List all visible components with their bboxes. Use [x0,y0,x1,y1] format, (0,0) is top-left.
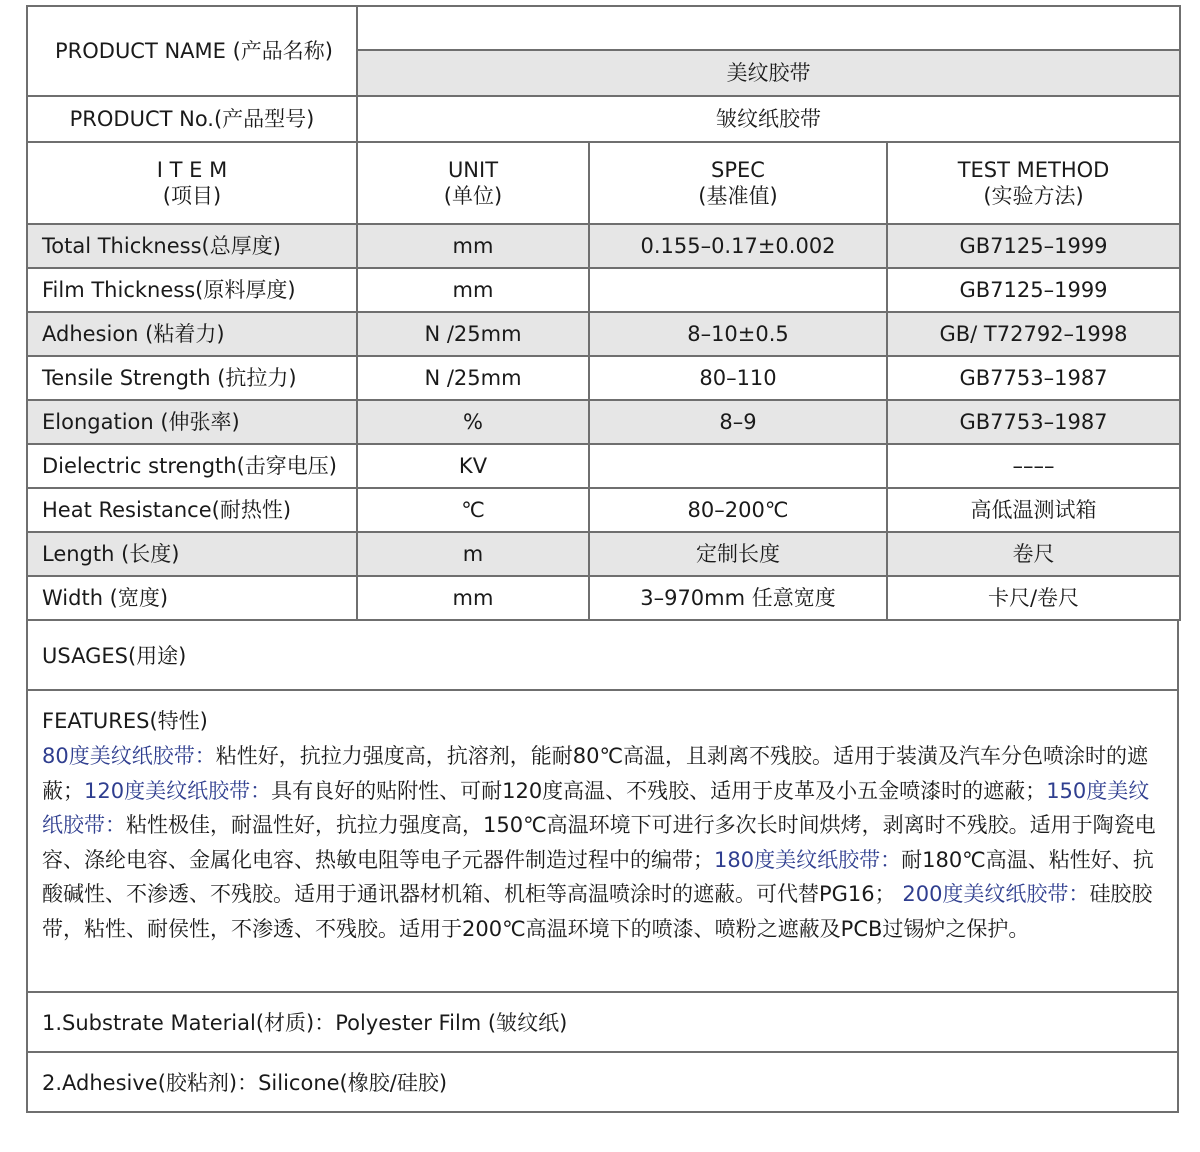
feature-text-80: 粘性好，抗拉力强度高，抗溶剂，能耐80℃高温，且剥离不残胶。适用于装潢及汽车分色喷涂时的遮蔽； [42,744,1149,803]
feature-label-120: 120度美纹纸胶带： [84,778,272,803]
product-no-value: 皱纹纸胶带 [357,96,1180,142]
header-method-cn: (实验方法) [983,184,1084,208]
row-unit: N /25mm [357,312,589,356]
row-method: 卷尺 [887,532,1180,576]
feature-text-120: 具有良好的贴附性、可耐120度高温、不残胶、适用于皮革及小五金喷漆时的遮蔽； [271,778,1047,803]
spec-table [26,5,1181,621]
row-method: GB/ T72792–1998 [887,312,1180,356]
product-name-value: 美纹胶带 [357,50,1180,96]
row-unit: N /25mm [357,356,589,400]
feature-label-150: 150度美纹纸胶带： [42,778,1150,837]
row-item: Elongation (伸张率) [27,400,357,444]
row-spec [589,444,887,488]
product-no-label: PRODUCT No.(产品型号) [27,96,357,142]
row-method: 高低温测试箱 [887,488,1180,532]
table-row [27,268,1180,312]
table-row [27,444,1180,488]
row-unit: ℃ [357,488,589,532]
spec-sheet [26,5,1179,1113]
row-spec: 80–110 [589,356,887,400]
row-unit: KV [357,444,589,488]
features-title: FEATURES(特性) [42,709,208,733]
header-unit-cn: (单位) [443,184,503,208]
header-item-en: I T E M [156,157,228,182]
table-row [27,488,1180,532]
header-method [887,142,1180,224]
substrate-material-section [26,993,1179,1053]
usages-section [26,621,1179,691]
row-unit: mm [357,576,589,620]
header-item-cn: (项目) [162,184,222,208]
table-row [27,224,1180,268]
feature-text-200: 硅胶胶带，粘性、耐侯性，不渗透、不残胶。适用于200℃高温环境下的喷漆、喷粉之遮蔽及PCB过锡炉之保护。 [42,882,1153,941]
header-spec-en: SPEC [711,157,765,182]
row-spec: 0.155–0.17±0.002 [589,224,887,268]
table-row [27,356,1180,400]
row-spec: 3–970mm 任意宽度 [589,576,887,620]
feature-text-150: 粘性极佳，耐温性好，抗拉力强度高，150℃高温环境下可进行多次长时间烘烤，剥离时不残胶。适用于陶瓷电容、涤纶电容、金属化电容、热敏电阻等电子元器件制造过程中的编带； [42,813,1156,872]
feature-label-80: 80度美纹纸胶带： [42,744,216,768]
table-row [27,312,1180,356]
header-unit-en: UNIT [447,157,499,182]
features-section [26,691,1179,993]
row-item: Total Thickness(总厚度) [27,224,357,268]
row-method: 卡尺/卷尺 [887,576,1180,620]
row-method: GB7753–1987 [887,400,1180,444]
substrate-material-text: 1.Substrate Material(材质)：Polyester Film (皱纹纸) [42,1011,568,1035]
row-method: GB7125–1999 [887,268,1180,312]
row-spec: 8–10±0.5 [589,312,887,356]
row-item: Length (长度) [27,532,357,576]
row-item: Heat Resistance(耐热性) [27,488,357,532]
header-spec [589,142,887,224]
table-row [27,532,1180,576]
row-method: GB7753–1987 [887,356,1180,400]
product-name-label: PRODUCT NAME (产品名称) [27,6,357,96]
feature-label-180: 180度美纹纸胶带： [714,847,902,872]
row-item: Tensile Strength (抗拉力) [27,356,357,400]
row-item: Film Thickness(原料厚度) [27,268,357,312]
header-method-en: TEST METHOD [957,157,1110,182]
row-unit: % [357,400,589,444]
feature-text-180: 耐180℃高温、粘性好、抗酸碱性、不渗透、不残胶。适用于通讯器材机箱、机柜等高温喷涂时的遮蔽。可代替PG16； [42,847,1154,906]
row-unit: m [357,532,589,576]
header-item [27,142,357,224]
usages-label: USAGES(用途) [42,644,187,668]
feature-label-200: 200度美纹纸胶带： [902,882,1090,906]
row-item: Width (宽度) [27,576,357,620]
row-method: –––– [887,444,1180,488]
row-method: GB7125–1999 [887,224,1180,268]
adhesive-text: 2.Adhesive(胶粘剂)：Silicone(橡胶/硅胶) [42,1071,448,1095]
row-item: Adhesion (粘着力) [27,312,357,356]
row-unit: mm [357,268,589,312]
row-spec: 80–200℃ [589,488,887,532]
row-unit: mm [357,224,589,268]
row-spec: 8–9 [589,400,887,444]
header-unit [357,142,589,224]
table-row [27,576,1180,620]
row-spec [589,268,887,312]
adhesive-section [26,1053,1179,1113]
row-spec: 定制长度 [589,532,887,576]
table-row [27,400,1180,444]
header-spec-cn: (基准值) [698,184,778,208]
product-name-blank [357,6,1180,50]
row-item: Dielectric strength(击穿电压) [27,444,357,488]
